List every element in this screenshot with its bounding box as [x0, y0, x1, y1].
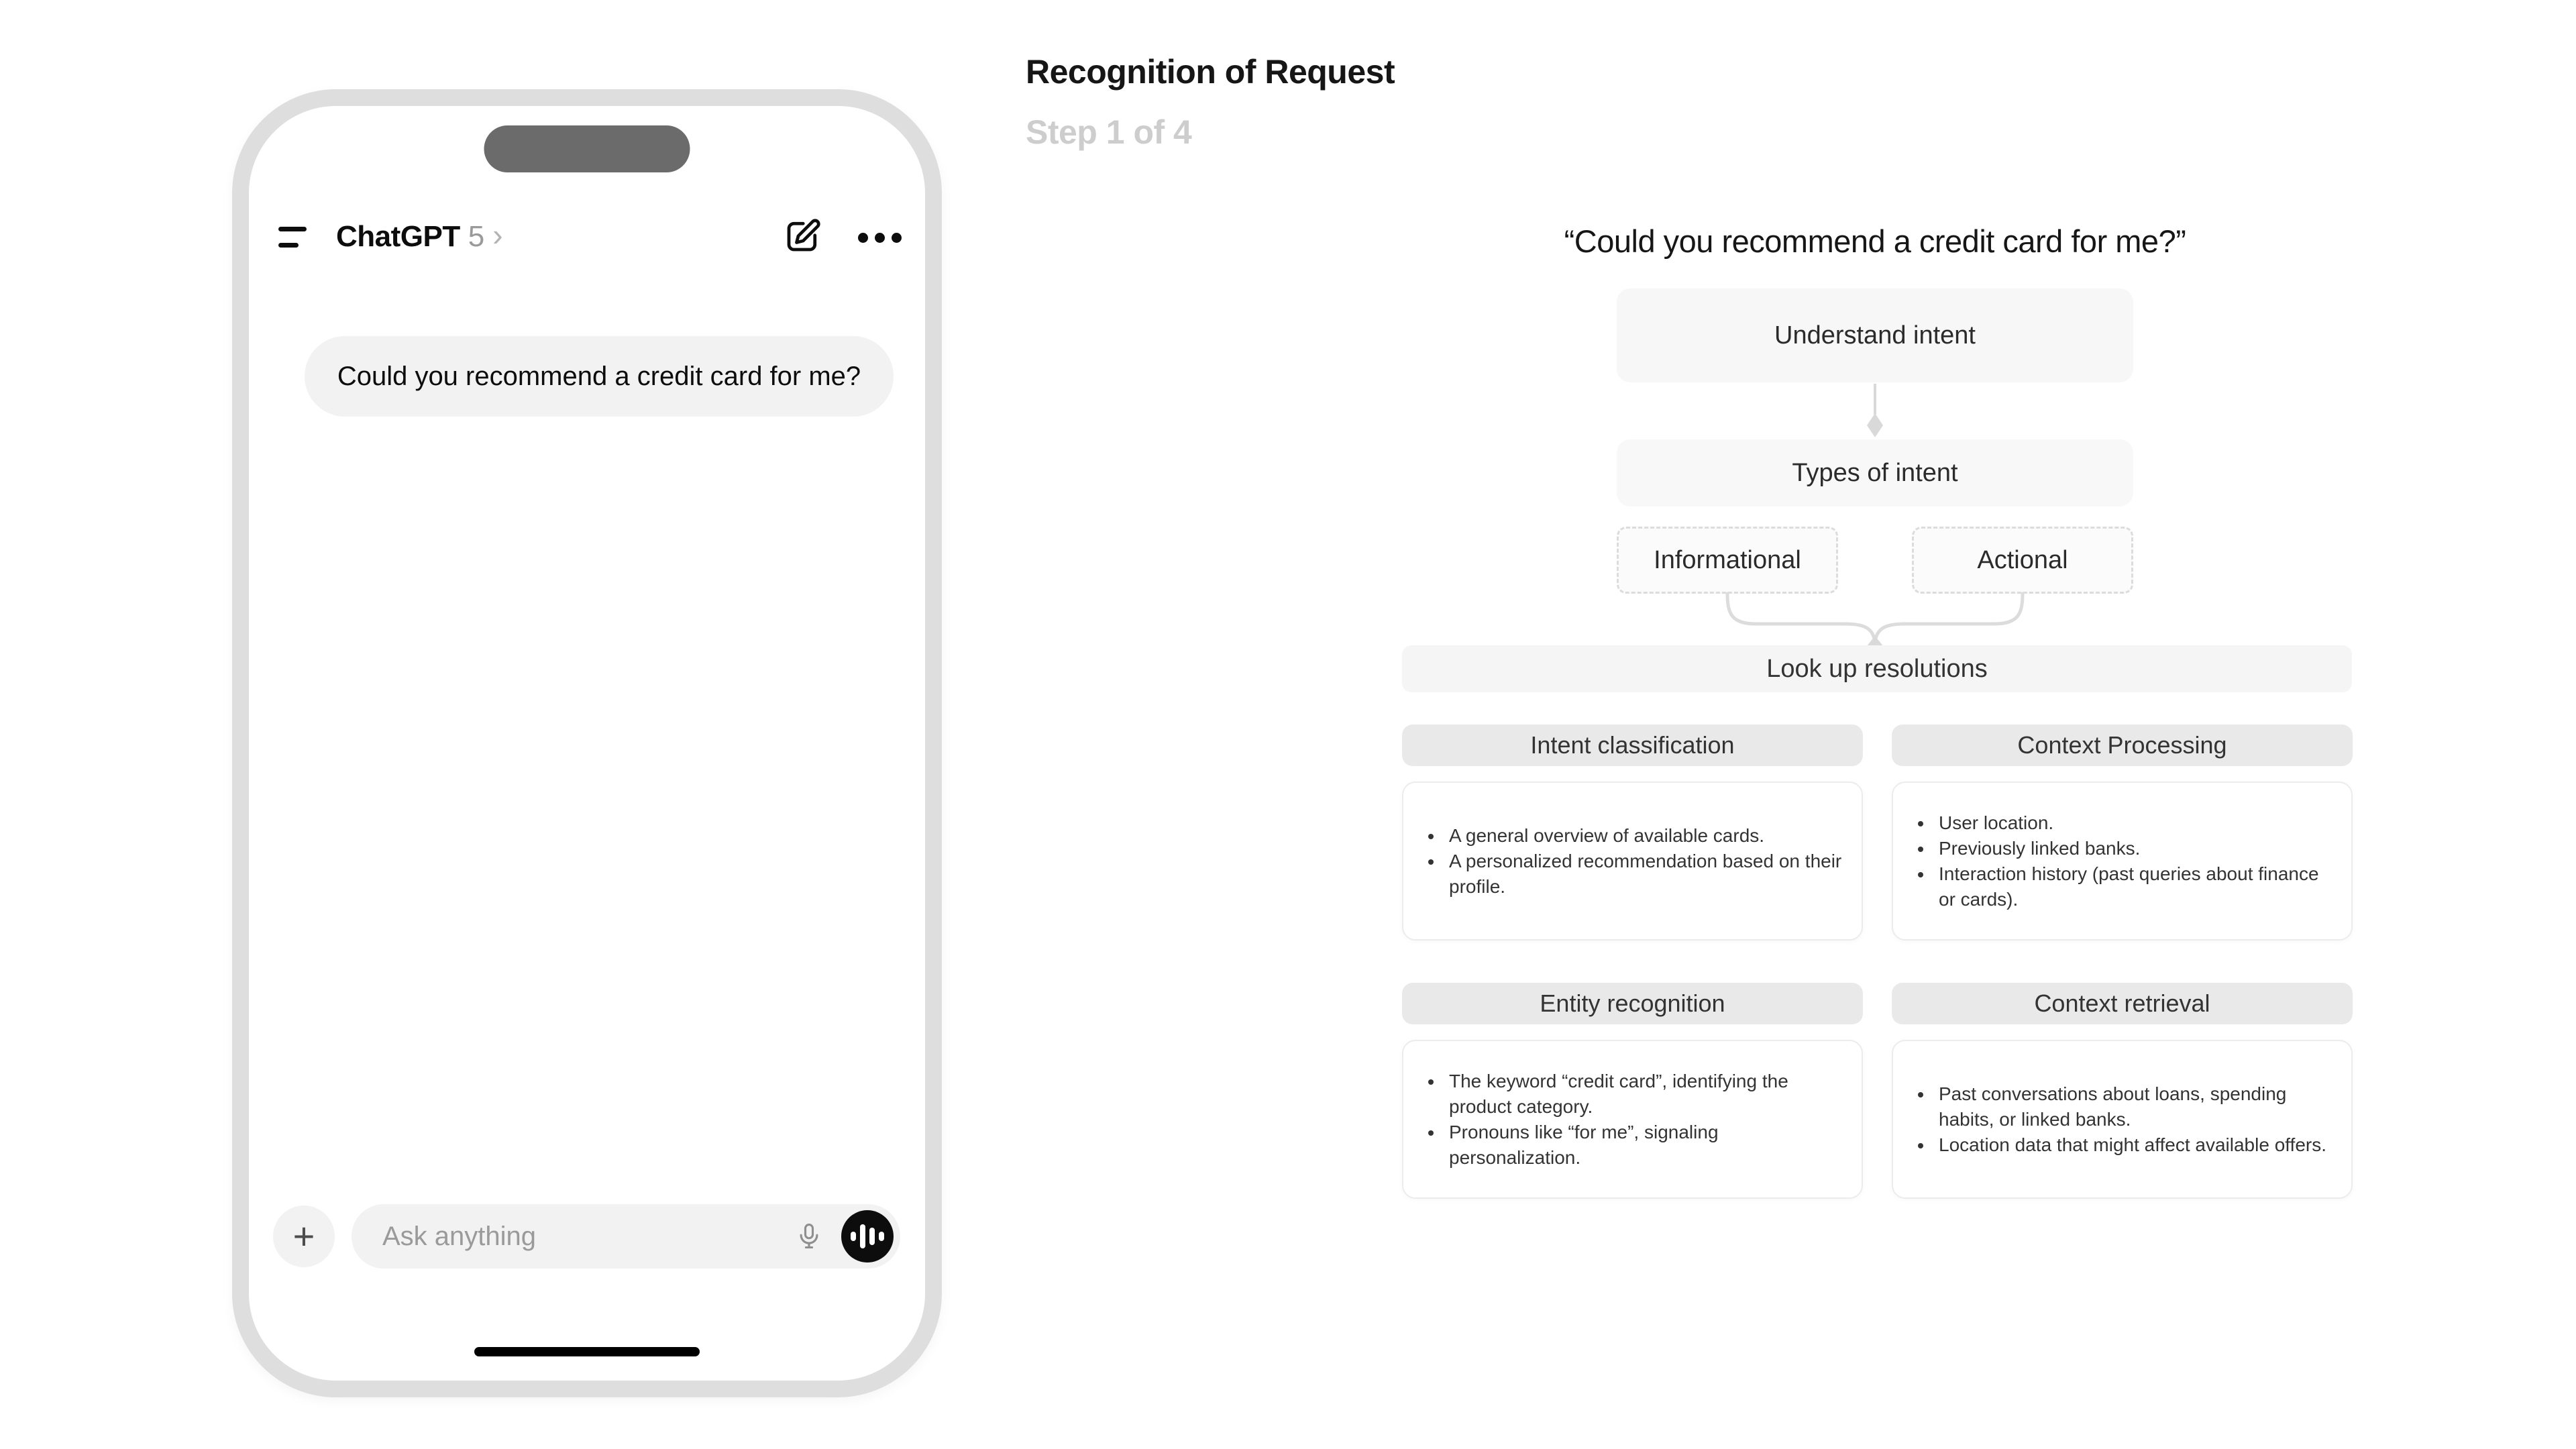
flow-node-actional — [1912, 527, 2133, 594]
bullet-item: • User location. — [1933, 810, 2335, 836]
user-query-quote: “Could you recommend a credit card for me?” — [1564, 223, 2186, 259]
flow-node-label: Look up resolutions — [1766, 654, 1988, 683]
dynamic-island — [484, 125, 690, 172]
flow-node-label: Types of intent — [1792, 458, 1958, 487]
bullet-item: • Previously linked banks. — [1933, 836, 2335, 861]
section-title: Intent classification — [1530, 731, 1735, 759]
sidebar-icon-bar — [278, 243, 299, 248]
chat-header — [249, 216, 925, 258]
flow-node-look-up-resolutions — [1402, 645, 2352, 692]
flow-node-informational — [1617, 527, 1838, 594]
section-card-context-retrieval — [1892, 1040, 2353, 1199]
flow-node-label: Informational — [1654, 545, 1801, 574]
section-title: Entity recognition — [1540, 989, 1725, 1017]
message-input[interactable] — [352, 1204, 900, 1269]
bullet-list — [1419, 1069, 1845, 1171]
section-title: Context Processing — [2017, 731, 2227, 759]
section-card-context-processing — [1892, 782, 2353, 941]
section-header-entity-recognition — [1402, 983, 1863, 1024]
bullet-item: • The keyword “credit card”, identifying the product category. — [1444, 1069, 1845, 1120]
flow-node-types-of-intent — [1617, 439, 2133, 506]
voice-mode-icon[interactable] — [841, 1210, 894, 1263]
user-message-text: Could you recommend a credit card for me? — [337, 361, 861, 391]
section-header-context-processing — [1892, 724, 2353, 766]
bullet-item: • A personalized recommendation based on their profile. — [1444, 849, 1845, 900]
section-title: Context retrieval — [2034, 989, 2210, 1017]
home-indicator[interactable] — [474, 1347, 700, 1356]
waveform-bar — [869, 1228, 875, 1245]
app-title: ChatGPT — [336, 220, 460, 253]
dot — [892, 233, 902, 243]
waveform-bar — [851, 1232, 856, 1241]
bullet-list — [1909, 1081, 2335, 1158]
bullet-list — [1419, 823, 1845, 900]
page-title: Recognition of Request — [1026, 53, 1395, 91]
more-icon[interactable] — [858, 232, 902, 243]
flow-node-label: Understand intent — [1774, 321, 1976, 350]
chat-input-row — [249, 1204, 925, 1269]
bullet-list — [1909, 810, 2335, 912]
flow-node-understand-intent — [1617, 288, 2133, 382]
input-placeholder: Ask anything — [382, 1221, 537, 1251]
waveform-bar — [879, 1232, 884, 1241]
waveform-bar — [860, 1224, 865, 1248]
bullet-item: • A general overview of available cards. — [1444, 823, 1845, 849]
bullet-item: • Location data that might affect available offers. — [1933, 1132, 2335, 1158]
mic-icon[interactable] — [794, 1219, 824, 1254]
compose-icon[interactable] — [782, 216, 822, 256]
bullet-item: • Interaction history (past queries about finance or cards). — [1933, 861, 2335, 912]
bullet-item: • Pronouns like “for me”, signaling personalization. — [1444, 1120, 1845, 1171]
section-card-intent-classification — [1402, 782, 1863, 941]
phone-mockup — [232, 89, 942, 1397]
section-header-context-retrieval — [1892, 983, 2353, 1024]
add-attachment-button[interactable]: + — [273, 1205, 335, 1267]
dot — [875, 233, 885, 243]
bullet-item: • Past conversations about loans, spending habits, or linked banks. — [1933, 1081, 2335, 1132]
flow-node-label: Actional — [1977, 545, 2068, 574]
sidebar-icon[interactable] — [278, 225, 307, 248]
chevron-right-icon: › — [492, 217, 503, 252]
step-indicator: Step 1 of 4 — [1026, 113, 1192, 151]
section-card-entity-recognition — [1402, 1040, 1863, 1199]
dot — [858, 233, 868, 243]
section-header-intent-classification — [1402, 724, 1863, 766]
sidebar-icon-bar — [278, 227, 307, 231]
user-message-bubble — [305, 336, 894, 417]
model-version: 5 — [468, 220, 485, 253]
connector-arrow-down — [1858, 384, 1892, 441]
model-selector[interactable] — [336, 216, 503, 258]
